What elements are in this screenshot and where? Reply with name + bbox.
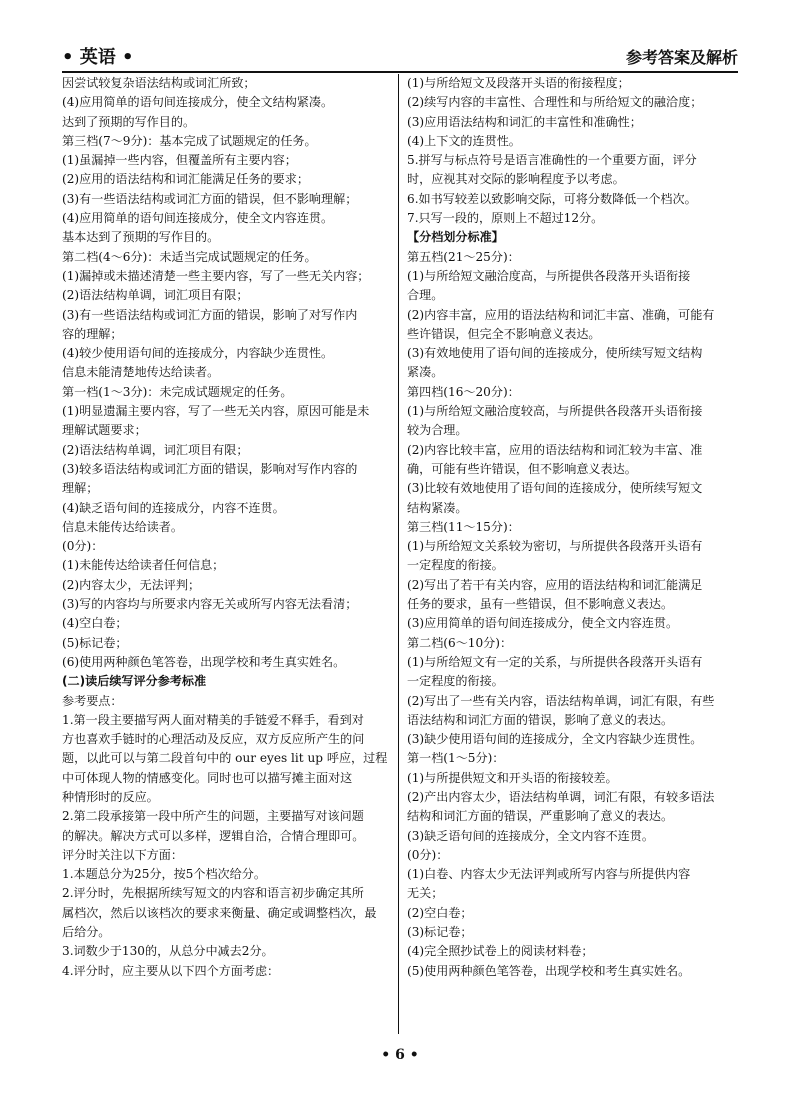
text-line: (3)有一些语法结构或词汇方面的错误，影响了对写作内	[62, 307, 358, 322]
text-line: (1)虽漏掉一些内容，但覆盖所有主要内容；	[62, 153, 297, 168]
text-line: 结构紧凑。	[407, 500, 468, 515]
text-line: 2.第二段承接第一段中所产生的问题，主要描写对该问题	[62, 809, 364, 824]
text-line: (2)语法结构单调，词汇项目有限；	[62, 442, 249, 457]
text-line: (3)较多语法结构或词汇方面的错误，影响对写作内容的	[62, 461, 358, 476]
text-line: 达到了预期的写作目的。	[62, 114, 196, 129]
text-line: 中可体现人物的情感变化。同时也可以描写摊主面对这	[62, 770, 353, 785]
text-line: (1)明显遗漏主要内容，写了一些无关内容，原因可能是未	[62, 404, 370, 419]
text-line: 1.本题总分为25分，按5个档次给分。	[62, 867, 266, 882]
text-line: 因尝试较复杂语法结构或词汇所致；	[62, 76, 256, 90]
text-line: 评分时关注以下方面：	[62, 847, 183, 862]
text-line: (4)上下文的连贯性。	[407, 133, 521, 148]
text-line: (3)写的内容均与所要求内容无关或所写内容无法看清；	[62, 597, 358, 612]
text-line: 较为合理。	[407, 423, 468, 438]
text-line: (4)空白卷；	[62, 616, 128, 631]
text-line: 方也喜欢手链时的心理活动及反应，双方反应所产生的问	[62, 732, 365, 747]
text-line: (2)内容太少，无法评判；	[62, 577, 201, 592]
text-line: 1.第一段主要描写两人面对精美的手链爱不释手，看到对	[62, 712, 364, 727]
section-title: 参考答案及解析	[625, 48, 738, 67]
text-line: 容的理解；	[62, 326, 123, 341]
section-heading: (二)读后续写评分参考标准	[62, 674, 207, 689]
text-line: (6)使用两种颜色笔答卷，出现学校和考生真实姓名。	[62, 654, 346, 669]
text-line: (4)缺乏语句间的连接成分，内容不连贯。	[62, 500, 285, 515]
text-line: 2.评分时，先根据所续写短文的内容和语言初步确定其所	[62, 886, 364, 901]
text-line: (1)白卷、内容太少无法评判或所写内容与所提供内容	[407, 867, 691, 882]
text-line: (4)应用简单的语句间连接成分，使全文内容连贯。	[62, 211, 334, 226]
text-line: (5)标记卷；	[62, 635, 128, 650]
text-line: 第一档(1～5分)：	[407, 751, 505, 766]
right-column	[407, 74, 737, 981]
text-line: (2)应用的语法结构和词汇能满足任务的要求；	[62, 172, 309, 187]
text-line: 第二档(6～10分)：	[407, 635, 513, 650]
text-line: (1)漏掉或未描述清楚一些主要内容，写了一些无关内容；	[62, 268, 370, 283]
text-line: (1)与所给短文及段落开头语的衔接程度；	[407, 76, 630, 90]
text-line: (3)比较有效地使用了语句间的连接成分，使所续写短文	[407, 481, 703, 496]
text-line: 合理。	[407, 288, 444, 303]
text-line: 第三档(7～9分)：基本完成了试题规定的任务。	[62, 133, 317, 148]
text-line: (3)应用简单的语句间连接成分，使全文内容连贯。	[407, 616, 679, 631]
text-line: (3)标记卷；	[407, 925, 473, 940]
text-line: (2)续写内容的丰富性、合理性和与所给短文的融洽度；	[407, 95, 703, 110]
text-line: 信息未能传达给读者。	[62, 519, 183, 534]
text-line: 无关；	[407, 886, 444, 901]
text-line: 4.评分时，应主要从以下四个方面考虑：	[62, 963, 280, 978]
text-line: 种情形时的反应。	[62, 789, 159, 804]
text-line: 一定程度的衔接。	[407, 674, 504, 689]
text-line: 第一档(1～3分)：未完成试题规定的任务。	[62, 384, 293, 399]
text-line: 基本达到了预期的写作目的。	[62, 230, 220, 245]
page-number: • 6 •	[381, 1047, 419, 1063]
text-line: 些许错误，但完全不影响意义表达。	[407, 326, 601, 341]
text-line: 属档次，然后以该档次的要求来衡量、确定或调整档次，最	[62, 905, 377, 920]
text-line: (2)内容丰富，应用的语法结构和词汇丰富、准确，可能有	[407, 307, 715, 322]
text-line: (1)未能传达给读者任何信息；	[62, 558, 225, 573]
text-line: (0分)：	[62, 539, 104, 554]
text-line: (3)有效地使用了语句间的连接成分，使所续写短文结构	[407, 346, 703, 361]
text-line: 结构和词汇方面的错误，严重影响了意义的表达。	[407, 809, 674, 824]
text-line: 7.只写一段的，原则上不超过12分。	[407, 211, 604, 226]
page-header	[62, 41, 738, 73]
text-line: 任务的要求，虽有一些错误，但不影响意义表达。	[407, 597, 674, 612]
column-divider	[398, 74, 399, 1034]
text-line: 第四档(16～20分)：	[407, 384, 520, 399]
text-line: (0分)：	[407, 847, 449, 862]
text-line: (1)与所提供短文和开头语的衔接较差。	[407, 770, 618, 785]
text-line: 理解试题要求；	[62, 423, 147, 438]
text-line: (2)内容比较丰富，应用的语法结构和词汇较为丰富、准	[407, 442, 703, 457]
text-line: (3)缺少使用语句间的连接成分，全文内容缺少连贯性。	[407, 732, 703, 747]
text-line: (4)应用简单的语句间连接成分，使全文结构紧凑。	[62, 95, 334, 110]
text-line: 第二档(4～6分)：未适当完成试题规定的任务。	[62, 249, 317, 264]
text-line: 6.如书写较差以致影响交际，可将分数降低一个档次。	[407, 191, 697, 206]
text-line: (1)与所给短文融洽度较高，与所提供各段落开头语衔接	[407, 404, 703, 419]
text-line: (2)写出了一些有关内容，语法结构单调，词汇有限，有些	[407, 693, 715, 708]
left-column	[62, 74, 392, 981]
text-line: (5)使用两种颜色笔答卷，出现学校和考生真实姓名。	[407, 963, 691, 978]
text-line: 5.拼写与标点符号是语言准确性的一个重要方面，评分	[407, 153, 697, 168]
text-line: (2)空白卷；	[407, 905, 473, 920]
text-line: (2)写出了若干有关内容，应用的语法结构和词汇能满足	[407, 577, 703, 592]
text-line: 信息未能清楚地传达给读者。	[62, 365, 220, 380]
text-line: 时，应视其对交际的影响程度予以考虑。	[407, 172, 625, 187]
text-line: (1)与所给短文有一定的关系，与所提供各段落开头语有	[407, 654, 703, 669]
text-line: (3)缺乏语句间的连接成分，全文内容不连贯。	[407, 828, 654, 843]
text-line: 一定程度的衔接。	[407, 558, 504, 573]
text-line: 3.词数少于130的，从总分中减去2分。	[62, 944, 274, 959]
text-line: 理解；	[62, 481, 99, 496]
text-line: 后给分。	[62, 925, 111, 940]
text-line: (3)有一些语法结构或词汇方面的错误，但不影响理解；	[62, 191, 358, 206]
text-line: 第五档(21～25分)：	[407, 249, 520, 264]
text-line: (1)与所给短文关系较为密切，与所提供各段落开头语有	[407, 539, 703, 554]
subject-label: • 英语 •	[62, 47, 134, 68]
text-line: (1)与所给短文融洽度高，与所提供各段落开头语衔接	[407, 268, 691, 283]
text-line: (4)完全照抄试卷上的阅读材料卷；	[407, 944, 594, 959]
text-line: 确，可能有些许错误，但不影响意义表达。	[407, 461, 637, 476]
text-line: 参考要点：	[62, 693, 123, 708]
text-line: (2)语法结构单调，词汇项目有限；	[62, 288, 249, 303]
text-line: (2)产出内容太少，语法结构单调，词汇有限，有较多语法	[407, 789, 715, 804]
text-line: 语法结构和词汇方面的错误，影响了意义的表达。	[407, 712, 674, 727]
text-line: (4)较少使用语句间的连接成分，内容缺少连贯性。	[62, 346, 334, 361]
text-line: 紧凑。	[407, 365, 444, 380]
text-line: (3)应用语法结构和词汇的丰富性和准确性；	[407, 114, 642, 129]
text-line: 题，以此可以与第二段首句中的 our eyes lit up 呼应，过程	[62, 751, 388, 766]
text-line: 第三档(11～15分)：	[407, 519, 520, 534]
text-line: 的解决。解决方式可以多样，逻辑自洽，合情合理即可。	[62, 828, 365, 843]
section-heading: 【分档划分标准】	[407, 230, 504, 245]
